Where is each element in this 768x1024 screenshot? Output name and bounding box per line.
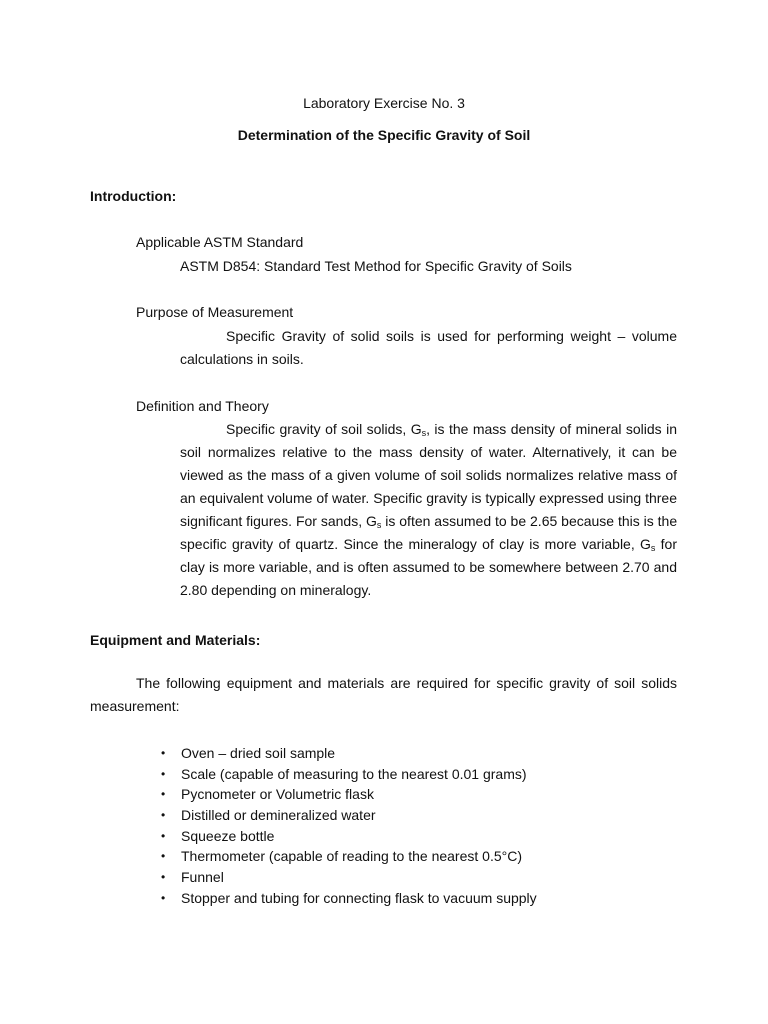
bullet-icon: • <box>161 870 166 885</box>
purpose-line: Specific Gravity of solid soils is used for performing weight – volume <box>226 328 677 344</box>
equipment-intro-line: measurement: <box>90 698 180 714</box>
definition-line: viewed as the mass of a given volume of soil solids normalizes relative mass of <box>180 467 677 483</box>
purpose-label: Purpose of Measurement <box>136 304 294 320</box>
purpose-line: calculations in soils. <box>180 351 304 367</box>
bullet-icon: • <box>161 808 166 823</box>
gs-subscript: s <box>376 520 382 530</box>
astm-label: Applicable ASTM Standard <box>136 234 304 250</box>
gs-subscript: s <box>421 428 427 438</box>
list-item: • Thermometer (capable of reading to the nearest 0.5°C) <box>161 848 522 865</box>
bullet-icon: • <box>161 849 166 864</box>
definition-line: significant figures. For sands, $G_s$ is often assumed to be 2.65 because this is the <box>180 513 678 530</box>
definition-line: soil normalizes relative to the mass density of water. Alternatively, it can be <box>180 444 677 460</box>
list-item: • Funnel <box>161 869 224 886</box>
definition-line: clay is more variable, and is often assumed to be somewhere between 2.70 and <box>180 559 677 575</box>
bullet-icon: • <box>161 890 166 905</box>
list-item: • Stopper and tubing for connecting flask to vacuum supply <box>161 889 537 906</box>
definition-paragraph <box>180 418 677 602</box>
equipment-heading: Equipment and Materials: <box>90 632 261 648</box>
purpose-paragraph <box>180 325 677 371</box>
list-item: • Oven – dried soil sample <box>161 745 336 761</box>
bullet-icon: • <box>161 766 166 781</box>
definition-line: specific gravity of quartz. Since the mineralogy of clay is more variable, $G_s$ for <box>180 536 677 553</box>
list-item: • Distilled or demineralized water <box>161 807 376 824</box>
definition-label: Definition and Theory <box>136 398 269 414</box>
definition-line: 2.80 depending on mineralogy. <box>180 582 372 598</box>
equipment-intro-line: The following equipment and materials are required for specific gravity of soil solids <box>136 675 677 691</box>
bullet-icon: • <box>161 787 166 802</box>
equipment-intro <box>90 672 677 718</box>
equipment-list <box>141 743 537 909</box>
gs-subscript: s <box>650 543 656 553</box>
exercise-number: Laboratory Exercise No. 3 <box>303 95 465 111</box>
list-item: • Squeeze bottle <box>161 827 275 844</box>
list-item: • Scale (capable of measuring to the nearest 0.01 grams) <box>161 765 527 782</box>
definition-line: an equivalent volume of water. Specific gravity is typically expressed using three <box>180 490 677 506</box>
document-title: Determination of the Specific Gravity of Soil <box>237 127 531 143</box>
definition-line: Specific gravity of soil solids, $G_s$, is the mass density of mineral solids in <box>226 421 677 438</box>
bullet-icon: • <box>161 828 166 843</box>
introduction-heading: Introduction: <box>90 188 177 204</box>
list-item: • Pycnometer or Volumetric flask <box>161 786 374 803</box>
bullet-icon: • <box>161 746 166 760</box>
astm-value: ASTM D854: Standard Test Method for Specific Gravity of Soils <box>180 258 572 274</box>
